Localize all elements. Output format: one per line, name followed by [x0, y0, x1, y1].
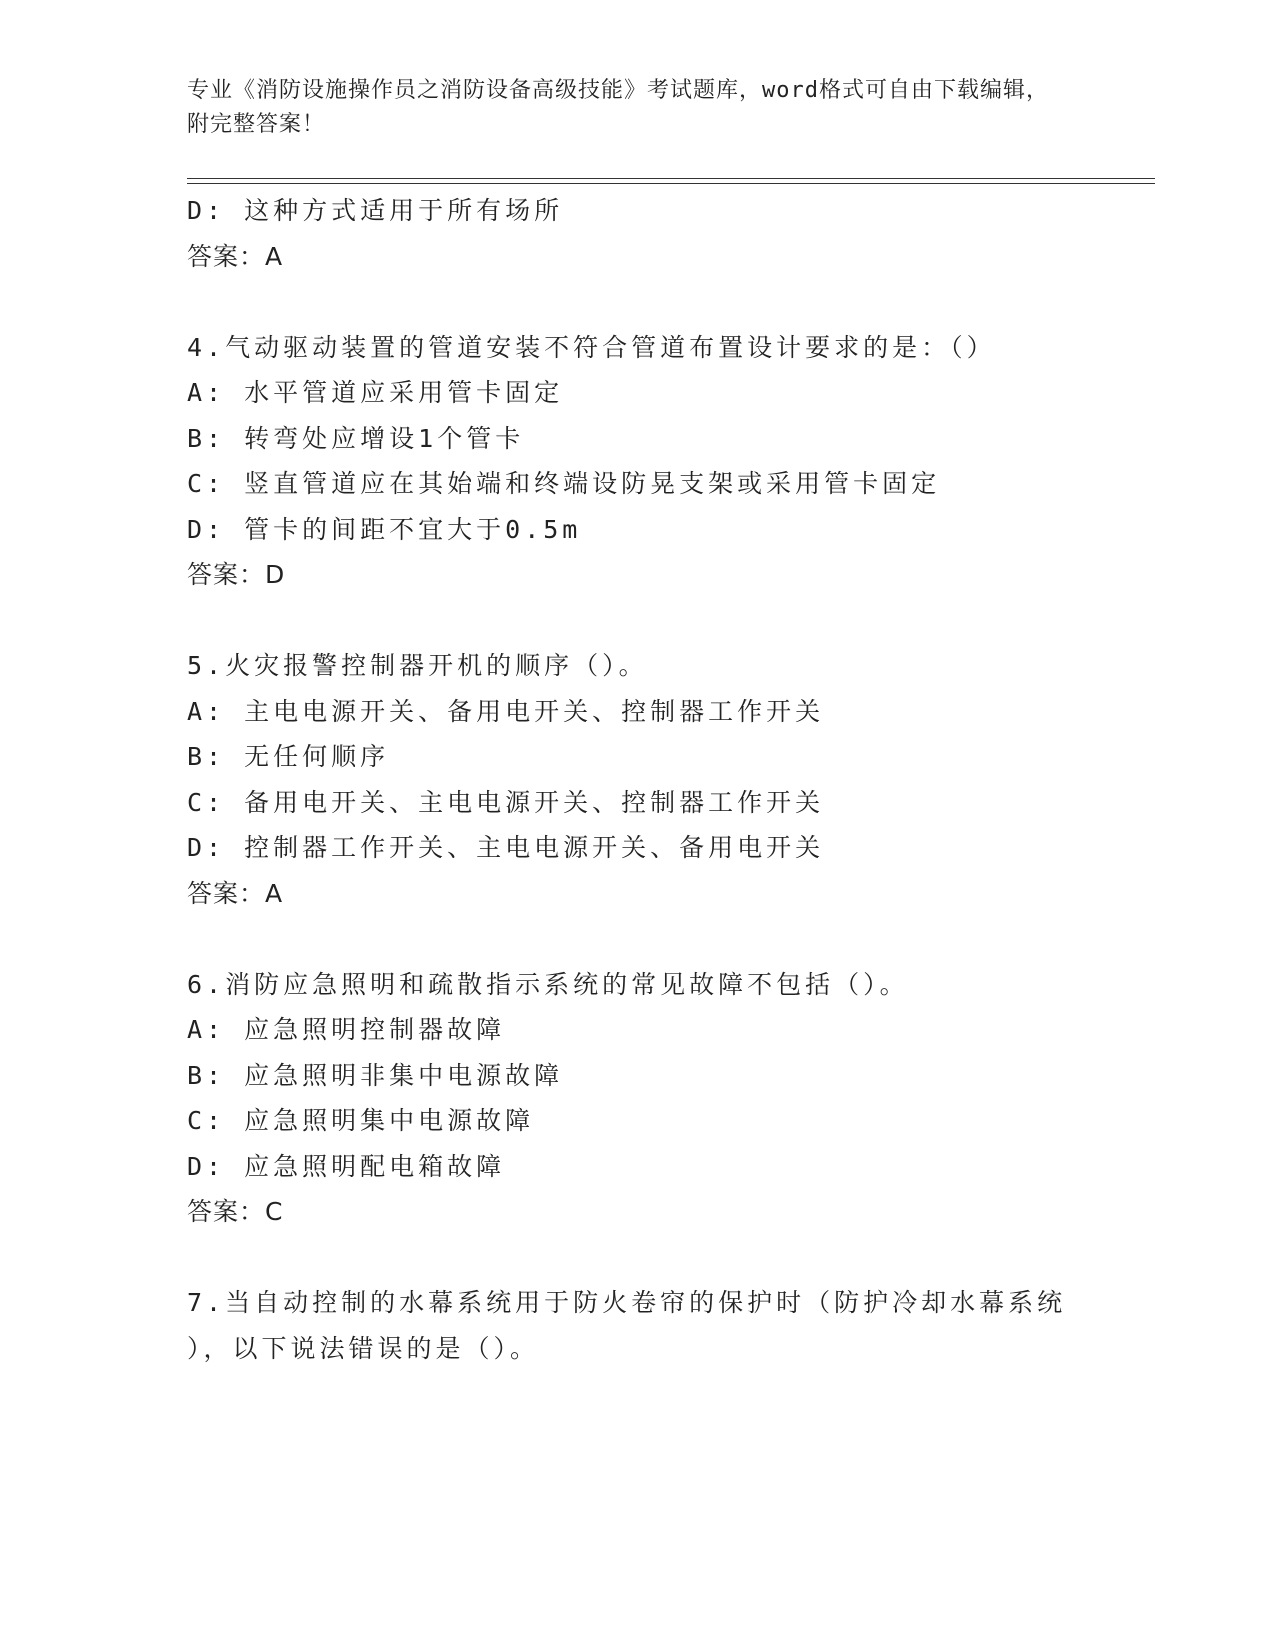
option-d: D: 这种方式适用于所有场所 — [187, 196, 564, 225]
question-text: 6.消防应急照明和疏散指示系统的常见故障不包括（）。 — [187, 969, 909, 999]
answer-line: 答案：A — [187, 878, 284, 908]
option-b: B: 转弯处应增设1个管卡 — [187, 423, 525, 453]
question-block-7 — [187, 1280, 1147, 1371]
question-block-4 — [187, 325, 1147, 598]
answer-line: 答案：A — [187, 241, 284, 271]
option-b: B: 无任何顺序 — [187, 742, 390, 771]
option-b: B: 应急照明非集中电源故障 — [187, 1060, 564, 1090]
question-list — [187, 188, 1147, 1371]
option-c: C: 竖直管道应在其始端和终端设防晃支架或采用管卡固定 — [187, 469, 941, 498]
answer-line: 答案：C — [187, 1197, 284, 1226]
spacer — [187, 916, 1147, 962]
option-c: C: 应急照明集中电源故障 — [187, 1106, 535, 1135]
option-d: D: 管卡的间距不宜大于0.5m — [187, 514, 582, 544]
header-divider-bottom — [187, 183, 1155, 184]
option-d: D: 控制器工作开关、主电电源开关、备用电开关 — [187, 833, 825, 862]
question-text: 4.气动驱动装置的管道安装不符合管道布置设计要求的是：（） — [187, 332, 996, 362]
option-a: A: 主电电源开关、备用电开关、控制器工作开关 — [187, 696, 825, 726]
option-c: C: 备用电开关、主电电源开关、控制器工作开关 — [187, 787, 825, 817]
spacer — [187, 598, 1147, 644]
answer-line: 答案：D — [187, 560, 286, 589]
option-a: A: 水平管道应采用管卡固定 — [187, 378, 564, 407]
option-a: A: 应急照明控制器故障 — [187, 1015, 506, 1044]
question-text-line-1: 7.当自动控制的水幕系统用于防火卷帘的保护时（防护冷却水幕系统 — [187, 1288, 1067, 1317]
header-divider-top — [187, 178, 1155, 179]
question-block-6 — [187, 962, 1147, 1235]
question-block-3 — [187, 188, 1147, 279]
question-block-5 — [187, 643, 1147, 916]
option-d: D: 应急照明配电箱故障 — [187, 1151, 506, 1181]
document-header: 专业《消防设施操作员之消防设备高级技能》考试题库，word格式可自由下载编辑，附完整答案！ — [187, 78, 1049, 137]
question-text: 5.火灾报警控制器开机的顺序（）。 — [187, 651, 648, 680]
question-text-line-2: ），以下说法错误的是（）。 — [187, 1333, 540, 1363]
spacer — [187, 279, 1147, 325]
spacer — [187, 1235, 1147, 1281]
